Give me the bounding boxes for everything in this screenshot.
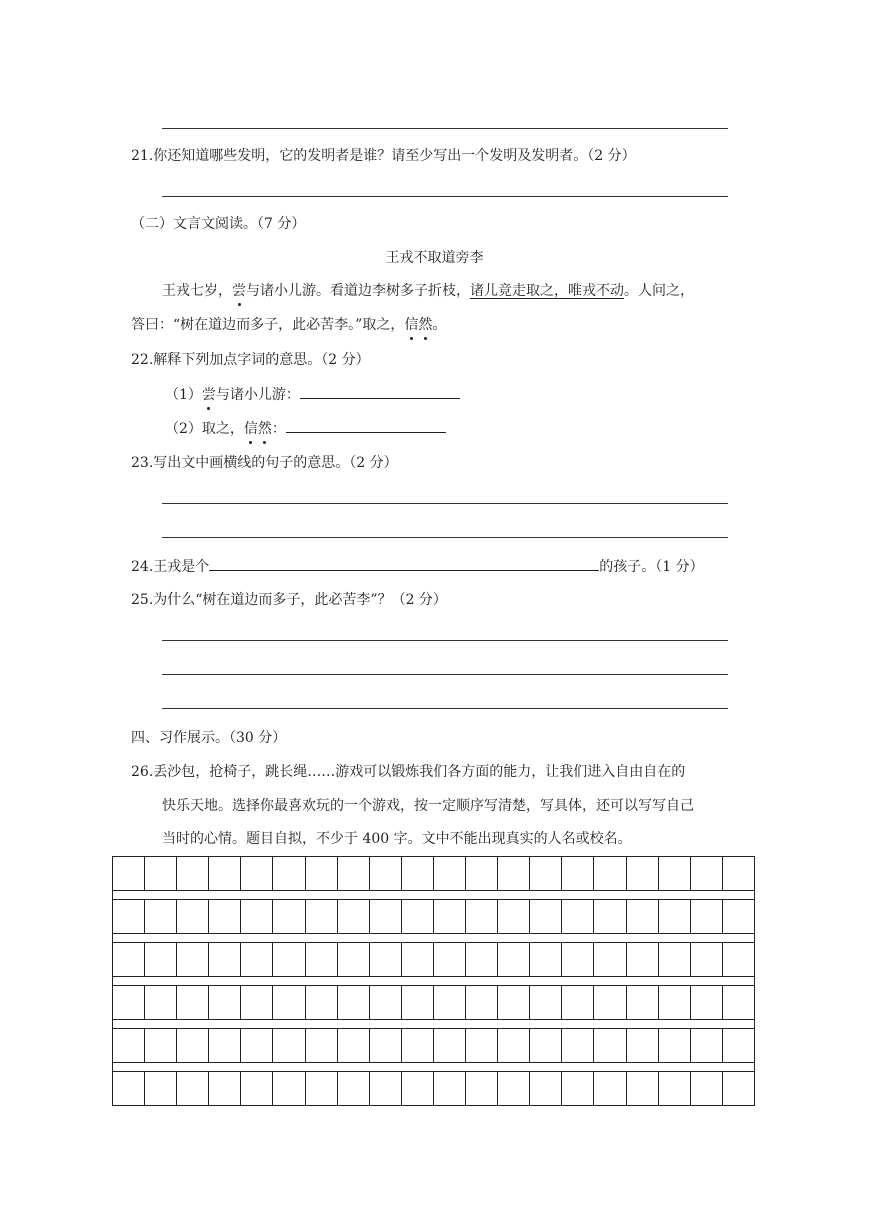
grid-row-gap [112,891,755,899]
grid-cell[interactable] [594,900,626,933]
grid-cell[interactable] [723,986,754,1019]
grid-cell[interactable] [627,943,659,976]
dotted-char: 然 [418,317,433,333]
grid-cell[interactable] [145,943,177,976]
grid-cell[interactable] [498,900,530,933]
grid-cell[interactable] [306,857,338,890]
grid-cell[interactable] [113,943,145,976]
dotted-char: 信 [243,421,258,437]
passage-text: 与诸小儿游。看道边李树多子折枝， [246,283,470,299]
grid-cell[interactable] [273,943,305,976]
grid-cell[interactable] [466,1072,498,1105]
grid-cell[interactable] [530,943,562,976]
grid-cell[interactable] [723,1029,754,1062]
grid-cell[interactable] [145,1072,177,1105]
grid-cell[interactable] [562,900,594,933]
grid-cell[interactable] [594,1029,626,1062]
grid-cell[interactable] [402,943,434,976]
grid-cell[interactable] [370,900,402,933]
grid-cell[interactable] [273,1072,305,1105]
question-26-line-2: 快乐天地。选择你最喜欢玩的一个游戏，按一定顺序写清楚，写具体，还可以写写自己 [162,798,694,814]
question-22: 22.解释下列加点字词的意思。（2 分） [131,352,370,368]
grid-cell[interactable] [723,943,754,976]
question-22-sub-2 [165,418,446,439]
passage-line-1 [162,281,694,301]
grid-cell[interactable] [113,857,145,890]
grid-cell[interactable] [402,857,434,890]
grid-cell[interactable] [338,943,370,976]
underlined-sentence: 诸儿竞走取之，唯戎不动 [470,283,624,299]
grid-cell[interactable] [466,900,498,933]
grid-cell[interactable] [306,1029,338,1062]
grid-cell[interactable] [627,1072,659,1105]
grid-cell[interactable] [177,900,209,933]
grid-row [112,942,755,977]
answer-line-q23-2[interactable] [162,537,728,538]
grid-cell[interactable] [338,1029,370,1062]
grid-cell[interactable] [691,986,723,1019]
grid-cell[interactable] [562,1072,594,1105]
grid-cell[interactable] [627,900,659,933]
grid-cell[interactable] [241,900,273,933]
section-heading-writing: 四、习作展示。（30 分） [131,730,287,746]
grid-cell[interactable] [466,986,498,1019]
grid-cell[interactable] [338,986,370,1019]
grid-cell[interactable] [113,1029,145,1062]
grid-row [112,899,755,934]
grid-row-gap [112,1063,755,1071]
question-22-sub-1 [165,384,460,405]
grid-cell[interactable] [145,857,177,890]
grid-cell[interactable] [594,943,626,976]
grid-cell[interactable] [466,943,498,976]
grid-cell[interactable] [434,1072,466,1105]
grid-cell[interactable] [209,900,241,933]
passage-text: 王戎七岁， [162,283,232,299]
grid-cell[interactable] [209,943,241,976]
grid-cell[interactable] [306,900,338,933]
grid-cell[interactable] [370,986,402,1019]
grid-cell[interactable] [434,1029,466,1062]
grid-cell[interactable] [338,900,370,933]
grid-cell[interactable] [530,986,562,1019]
grid-cell[interactable] [177,1072,209,1105]
grid-cell[interactable] [434,986,466,1019]
grid-cell[interactable] [402,900,434,933]
grid-cell[interactable] [402,1072,434,1105]
grid-cell[interactable] [498,857,530,890]
grid-cell[interactable] [145,986,177,1019]
grid-cell[interactable] [434,900,466,933]
grid-cell[interactable] [723,857,754,890]
answer-line-q20[interactable] [162,128,728,129]
grid-row [112,856,755,891]
grid-cell[interactable] [562,943,594,976]
answer-line-q25-2[interactable] [162,674,728,675]
passage-line-2 [131,315,446,335]
answer-line-q25-3[interactable] [162,708,728,709]
grid-cell[interactable] [306,1072,338,1105]
grid-cell[interactable] [594,986,626,1019]
sub-label: （1） [165,387,202,403]
grid-cell[interactable] [466,857,498,890]
question-26-line-3: 当时的心情。题目自拟，不少于 400 字。文中不能出现真实的人名或校名。 [162,831,632,847]
grid-cell[interactable] [498,986,530,1019]
grid-cell[interactable] [434,857,466,890]
grid-cell[interactable] [370,1029,402,1062]
grid-cell[interactable] [691,1029,723,1062]
grid-cell[interactable] [209,1072,241,1105]
dotted-char: 然 [257,421,272,437]
grid-cell[interactable] [659,986,691,1019]
grid-cell[interactable] [177,1029,209,1062]
grid-cell[interactable] [241,1029,273,1062]
grid-cell[interactable] [177,986,209,1019]
grid-cell[interactable] [402,1029,434,1062]
sub-text: ： [271,421,286,437]
grid-cell[interactable] [306,986,338,1019]
grid-cell[interactable] [145,900,177,933]
grid-cell[interactable] [273,900,305,933]
grid-cell[interactable] [530,900,562,933]
grid-cell[interactable] [241,986,273,1019]
answer-line-q23-1[interactable] [162,503,728,504]
question-25: 25.为什么“树在道边而多子，此必苦李”？（2 分） [131,592,447,608]
grid-cell[interactable] [498,1072,530,1105]
grid-cell[interactable] [627,857,659,890]
passage-text: 。 [432,317,447,333]
grid-cell[interactable] [594,857,626,890]
grid-cell[interactable] [723,1072,754,1105]
grid-cell[interactable] [177,857,209,890]
grid-cell[interactable] [434,943,466,976]
grid-cell[interactable] [370,1072,402,1105]
answer-line-q21[interactable] [162,196,728,197]
grid-cell[interactable] [273,1029,305,1062]
grid-cell[interactable] [273,986,305,1019]
grid-cell[interactable] [659,943,691,976]
grid-cell[interactable] [241,857,273,890]
question-23: 23.写出文中画横线的句子的意思。（2 分） [131,455,398,471]
grid-cell[interactable] [113,1072,145,1105]
grid-row [112,985,755,1020]
grid-cell[interactable] [530,1029,562,1062]
grid-cell[interactable] [659,1029,691,1062]
sub-text: 与诸小儿游： [215,387,300,403]
grid-row-gap [112,934,755,942]
grid-cell[interactable] [306,943,338,976]
grid-cell[interactable] [627,1029,659,1062]
answer-blank-22-2[interactable] [286,418,446,433]
grid-cell[interactable] [466,1029,498,1062]
passage-text: 答曰：“树在道边而多子，此必苦李。”取之， [131,317,405,333]
grid-row-gap [112,977,755,985]
grid-row [112,1071,755,1106]
grid-cell[interactable] [113,986,145,1019]
grid-cell[interactable] [241,1072,273,1105]
passage-text: 。人问之， [624,283,694,299]
grid-row [112,1028,755,1063]
q24-prefix: 24.王戎是个 [131,559,210,575]
grid-cell[interactable] [273,857,305,890]
q24-suffix: 的孩子。（1 分） [599,559,704,575]
grid-cell[interactable] [659,857,691,890]
answer-line-q25-1[interactable] [162,640,728,641]
question-21: 21.你还知道哪些发明，它的发明者是谁？请至少写出一个发明及发明者。（2 分） [131,148,636,164]
grid-cell[interactable] [209,986,241,1019]
grid-cell[interactable] [659,900,691,933]
grid-cell[interactable] [691,943,723,976]
dotted-char: 尝 [232,283,246,299]
grid-cell[interactable] [562,986,594,1019]
grid-cell[interactable] [691,857,723,890]
question-26-line-1: 26.丢沙包，抢椅子，跳长绳……游戏可以锻炼我们各方面的能力，让我们进入自由自在的 [131,764,686,780]
grid-cell[interactable] [338,857,370,890]
grid-cell[interactable] [145,1029,177,1062]
dotted-char: 信 [404,317,419,333]
grid-cell[interactable] [177,943,209,976]
grid-cell[interactable] [691,1072,723,1105]
grid-cell[interactable] [627,986,659,1019]
grid-cell[interactable] [530,1072,562,1105]
dotted-char: 尝 [201,387,216,403]
grid-cell[interactable] [338,1072,370,1105]
passage-title: 王戎不取道旁李 [385,250,484,266]
grid-cell[interactable] [498,943,530,976]
section-heading-classical-reading: （二）文言文阅读。（7 分） [131,216,306,232]
grid-cell[interactable] [530,857,562,890]
grid-cell[interactable] [562,1029,594,1062]
answer-blank-24[interactable] [209,556,599,571]
grid-cell[interactable] [209,857,241,890]
grid-cell[interactable] [370,857,402,890]
grid-cell[interactable] [370,943,402,976]
grid-row-gap [112,1020,755,1028]
grid-cell[interactable] [498,1029,530,1062]
writing-grid [112,856,755,1106]
grid-cell[interactable] [209,1029,241,1062]
grid-cell[interactable] [241,943,273,976]
question-24 [131,556,704,577]
sub-text: （2）取之， [165,421,244,437]
grid-cell[interactable] [402,986,434,1019]
grid-cell[interactable] [691,900,723,933]
answer-blank-22-1[interactable] [300,384,460,399]
grid-cell[interactable] [562,857,594,890]
grid-cell[interactable] [113,900,145,933]
grid-cell[interactable] [723,900,754,933]
grid-cell[interactable] [659,1072,691,1105]
grid-cell[interactable] [594,1072,626,1105]
